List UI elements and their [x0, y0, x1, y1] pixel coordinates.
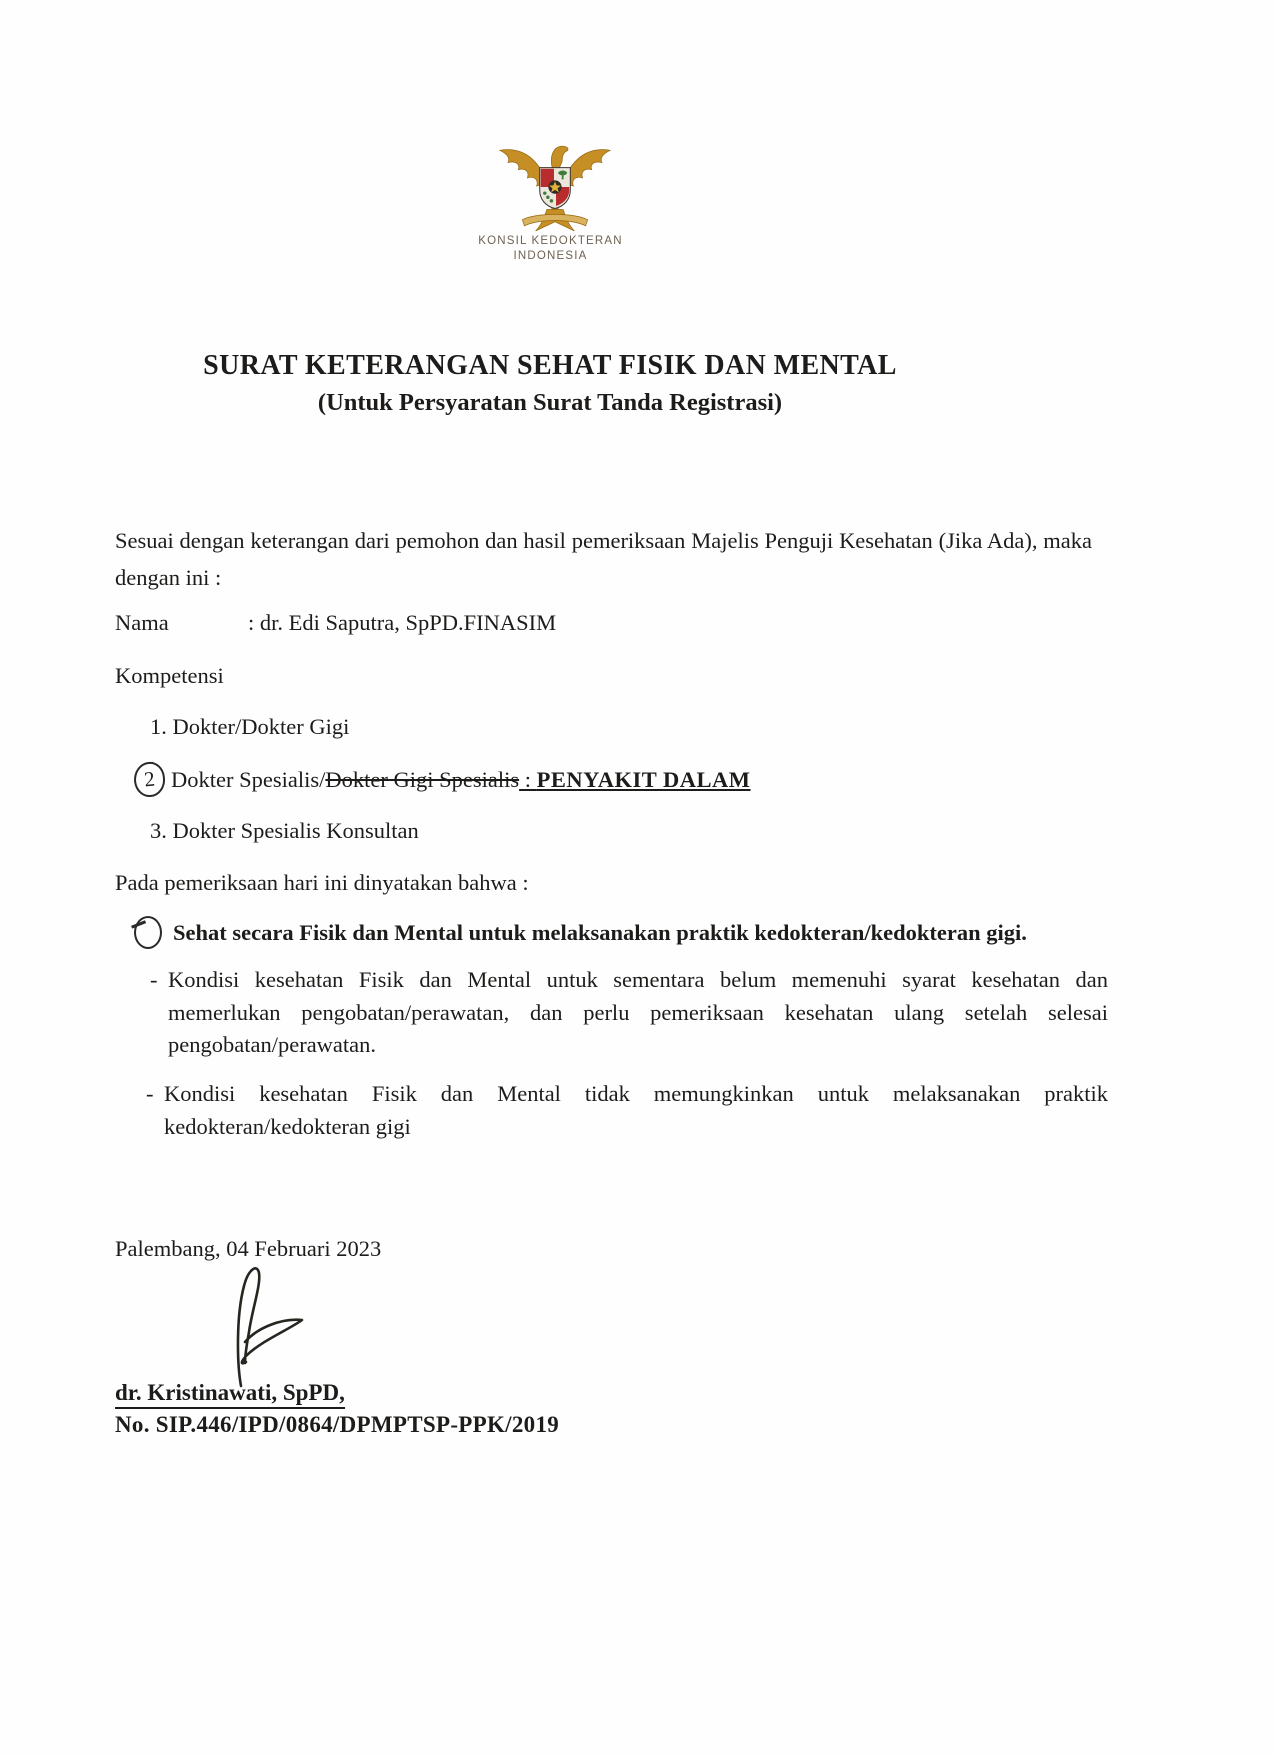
- title-line1: SURAT KETERANGAN SEHAT FISIK DAN MENTAL: [203, 350, 897, 381]
- competence-item-1: [150, 714, 349, 740]
- konsil-kedokteran-logo: [492, 134, 618, 239]
- item1-text: Dokter/Dokter Gigi: [172, 714, 350, 739]
- place-date: Palembang, 04 Februari 2023: [115, 1236, 382, 1261]
- name-row: [115, 610, 556, 636]
- item2-number: 2: [142, 766, 156, 792]
- item3-text: Dokter Spesialis Konsultan: [172, 818, 419, 843]
- letter-title: [110, 350, 990, 417]
- organization-name: [418, 234, 683, 264]
- org-name-line2: INDONESIA: [513, 250, 588, 262]
- dash-bullet: -: [146, 1081, 154, 1106]
- item2-normal-text: Dokter Spesialis/: [171, 766, 326, 792]
- signature-icon: [205, 1258, 335, 1393]
- item2-separator: :: [519, 766, 537, 792]
- option-temporary-text: Kondisi kesehatan Fisik dan Mental untuk sementara belum memenuhi syarat kesehatan dan memerlukan pengobatan/perawatan, dan perlu pemeriksaan kesehatan ulang setelah selesai pengobatan/perawatan.: [168, 967, 1108, 1057]
- dash-bullet: -: [150, 967, 158, 992]
- org-name-line1: KONSIL KEDOKTERAN: [478, 235, 623, 247]
- name-value: dr. Edi Saputra, SpPD.FINASIM: [259, 610, 557, 635]
- handwritten-signature: [205, 1258, 335, 1398]
- garuda-pancasila-icon: [492, 134, 618, 234]
- statement-intro: Pada pemeriksaan hari ini dinyatakan bahwa :: [115, 870, 529, 895]
- item1-number: 1.: [150, 714, 167, 739]
- signer-name: dr. Kristinawati, SpPD,: [115, 1380, 345, 1409]
- option-unfit: [146, 1078, 1108, 1143]
- item2-filled-value: PENYAKIT DALAM: [536, 766, 751, 792]
- name-separator: :: [248, 610, 260, 635]
- circled-number-mark: [132, 760, 166, 798]
- selection-circle-mark: [134, 916, 162, 949]
- signer-license-number: No. SIP.446/IPD/0864/DPMPTSP-PPK/2019: [115, 1412, 560, 1437]
- competence-heading: Kompetensi: [115, 663, 224, 688]
- item3-number: 3.: [150, 818, 167, 843]
- name-label: Nama: [115, 610, 169, 635]
- title-line2: (Untuk Persyaratan Surat Tanda Registrasi): [317, 389, 783, 416]
- intro-paragraph: Sesuai dengan keterangan dari pemohon dan hasil pemeriksaan Majelis Penguji Kesehatan (Jika Ada), maka dengan ini :: [115, 528, 1092, 590]
- option-healthy-selected: [134, 916, 1027, 949]
- competence-item-3: [150, 818, 419, 844]
- option-temporary-unfit: [150, 964, 1108, 1062]
- option-unfit-text: Kondisi kesehatan Fisik dan Mental tidak memungkinkan untuk melaksanakan praktik kedokteran/kedokteran gigi: [164, 1081, 1108, 1139]
- option-healthy-text: Sehat secara Fisik dan Mental untuk melaksanakan praktik kedokteran/kedokteran gigi.: [173, 919, 1027, 945]
- competence-item-2: [134, 762, 751, 797]
- item2-text: [171, 767, 751, 793]
- item2-struck-text: Dokter Gigi Spesialis: [325, 766, 520, 792]
